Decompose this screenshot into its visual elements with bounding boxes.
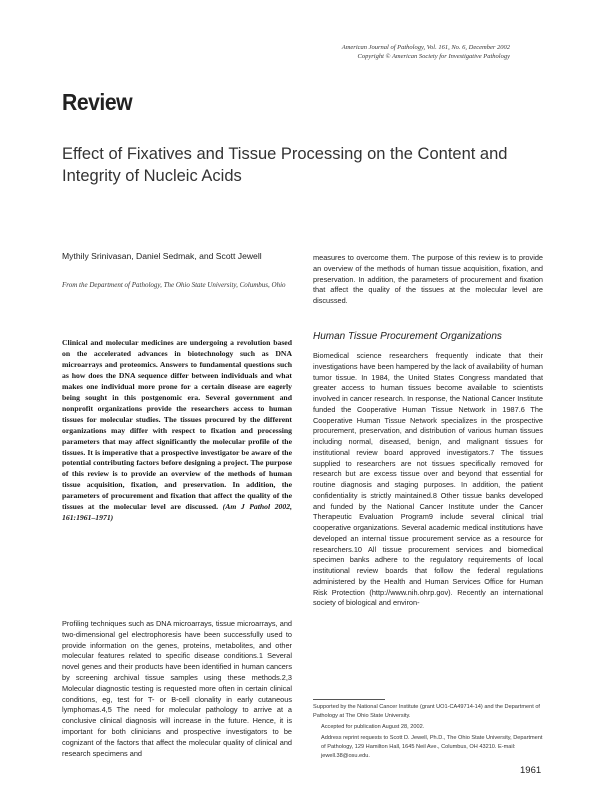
author-list: Mythily Srinivasan, Daniel Sedmak, and Scott Jewell bbox=[62, 251, 262, 261]
abstract bbox=[62, 338, 292, 524]
continued-paragraph: measures to overcome them. The purpose of this review is to provide an overview of the methods of human tissue acquisition, fixation, and preservation. In addition, the parameters of procurement and fixation that affect the quality of the tissues at the molecular level are discussed. bbox=[313, 253, 543, 306]
journal-citation-line: American Journal of Pathology, Vol. 161, No. 6, December 2002 bbox=[341, 44, 510, 51]
copyright-line: Copyright © American Society for Investigative Pathology bbox=[357, 53, 510, 60]
section-label: Review bbox=[62, 89, 133, 115]
footnote-divider bbox=[313, 699, 385, 700]
abstract-citation: (Am J Pathol 2002, 161:1961–1971) bbox=[62, 502, 292, 523]
abstract-text: Clinical and molecular medicines are undergoing a revolution based on the accelerated advances in biotechnology such as DNA microarrays and proteomics. Answers to fundamental questions such as how does the DNA sequence differ between individuals and what makes one individual more prone for a certain disease are eagerly being sought in this postgenomic era. Several government and nonprofit organizations provide the researchers access to human tissues for molecular studies. The tissues procured by the different organizations may differ with respect to fixation and processing parameters that may affect significantly the molecular profile of the tissues. It is imperative that a prospective investigator be aware of the potential contributing factors before designing a project. The purpose of this review is to provide an overview of the methods of human tissue acquisition, fixation, and preservation. In addition, the parameters of procurement and fixation that affect the quality of the tissues at the molecular level are discussed. bbox=[62, 338, 292, 512]
intro-paragraph: Profiling techniques such as DNA microarrays, tissue microarrays, and two-dimensional gel electrophoresis have been successfully used to provide information on the genes, proteins, metabolites, and other molecular features related to specific disease conditions.1 Several novel genes and their products have been identified in human cancers by screening archival tissue samples using these methods.2,3 Molecular diagnostic testing is requested more often in certain clinical conditions, eg, test for T- or B-cell clonality in early cutaneous lymphomas.4,5 The need for molecular pathology to arrive at a conclusive clinical diagnosis will increase in the future. Hence, it is important for both clinicians and prospective investigators to be cognizant of the factors that affect the molecular quality of clinical and research specimens and bbox=[62, 619, 292, 758]
journal-header bbox=[342, 43, 510, 61]
reprint-address-note: Address reprint requests to Scott D. Jewell, Ph.D., The Ohio State University, Department of Pathology, 129 Hamilton Hall, 1645 Neil Ave., Columbus, OH 43210. E-mail: jewell.38@osu.edu. bbox=[321, 735, 543, 759]
accepted-note: Accepted for publication August 28, 2002. bbox=[321, 724, 425, 730]
article-title: Effect of Fixatives and Tissue Processing on the Content and Integrity of Nucleic Acids bbox=[62, 145, 508, 185]
section-heading: Human Tissue Procurement Organizations bbox=[313, 331, 502, 342]
footnotes bbox=[313, 703, 543, 763]
funding-note: Supported by the National Cancer Institute (grant UO1-CA49714-14) and the Department of Pathology at The Ohio State University. bbox=[313, 704, 540, 719]
section-body: Biomedical science researchers frequently indicate that their investigations have been hampered by the lack of availability of human tumor tissue. In 1984, the United States Congress mandated that greater access to human tissues become available to scientists involved in cancer research. In response, the National Cancer Institute funded the Cooperative Human Tissue Network in 1987.6 The Cooperative Human Tissue Network specializes in the prospective procurement, preservation, and distribution of various human tissues including normal, diseased, benign, and malignant tissues for institutional review board approved investigators.7 The tissues supplied to researchers are not tissues specifically removed for research but are excess tissue over and beyond that essential for routine diagnosis and staging purposes. In addition, the patient confidentiality is strictly maintained.8 Other tissue banks developed and funded by the National Cancer Institute under the Cancer Therapeutic Evaluation Program9 include several clinical trial cooperative organizations. Several academic medical institutions have developed an internal tissue procurement service as a resource for researchers.10 All tissue procurement services and biomedical specimen banks adhere to the regulatory requirements of local institutional review boards that follow the federal regulations administered by the Health and Human Services Office for Human Risk Protection (http://www.nih.ohrp.gov). Recently an international society of biological and environ- bbox=[313, 351, 543, 608]
author-affiliation: From the Department of Pathology, The Ohio State University, Columbus, Ohio bbox=[62, 281, 286, 289]
page-number: 1961 bbox=[520, 765, 542, 776]
